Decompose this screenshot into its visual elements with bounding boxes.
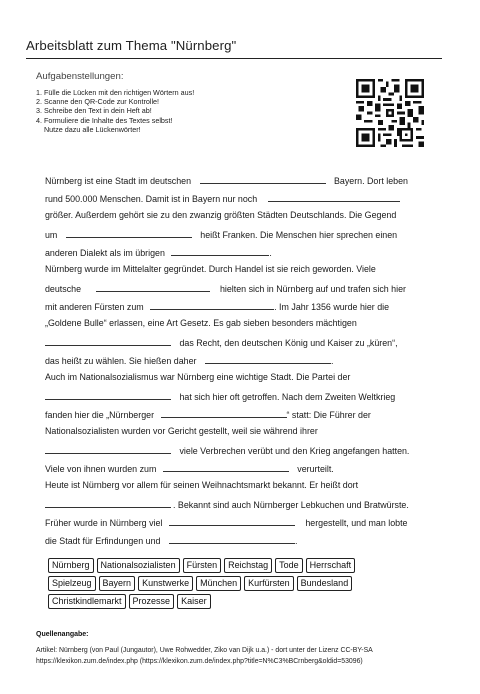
- task-item: 1. Fülle die Lücken mit den richtigen Wörtern aus!: [36, 88, 195, 97]
- text-line: [45, 354, 333, 366]
- gap-field[interactable]: [268, 192, 400, 202]
- gap-field[interactable]: [161, 408, 287, 418]
- text-segment: mit anderen Fürsten zum: [45, 302, 144, 312]
- text-line: [45, 210, 396, 220]
- gap-field[interactable]: [163, 462, 289, 472]
- gap-field[interactable]: [169, 516, 295, 526]
- word-card[interactable]: München: [196, 576, 241, 591]
- text-segment: die Stadt für Erfindungen und: [45, 536, 161, 546]
- title-divider: [26, 58, 442, 59]
- word-bank: [48, 558, 388, 612]
- text-line: [45, 462, 334, 474]
- text-segment: anderen Dialekt als im übrigen: [45, 248, 165, 258]
- text-line: [45, 282, 406, 294]
- gap-field[interactable]: [66, 228, 192, 238]
- text-line: [45, 426, 318, 436]
- text-line: [45, 534, 297, 546]
- text-line: [45, 480, 358, 490]
- gap-field[interactable]: [150, 300, 274, 310]
- text-segment: um: [45, 230, 58, 240]
- gap-field[interactable]: [205, 354, 334, 366]
- text-line: [45, 390, 395, 402]
- text-line: [45, 300, 389, 312]
- word-card[interactable]: Spielzeug: [48, 576, 96, 591]
- text-segment: . Bekannt sind auch Nürnberger Lebkuchen und Bratwürste.: [173, 500, 409, 510]
- word-card[interactable]: Bundesland: [297, 576, 353, 591]
- gap-field[interactable]: [171, 246, 272, 258]
- text-segment: Auch im Nationalsozialismus war Nürnberg eine wichtige Stadt. Die Partei der: [45, 372, 351, 382]
- text-line: [45, 516, 407, 528]
- text-segment: verurteilt.: [297, 464, 334, 474]
- gap-field[interactable]: [96, 282, 210, 292]
- text-segment: rund 500.000 Menschen. Damit ist in Bayern nur noch: [45, 194, 258, 204]
- gap-field[interactable]: [45, 390, 171, 400]
- word-bank-row: [48, 594, 388, 609]
- word-card[interactable]: Kurfürsten: [244, 576, 294, 591]
- text-segment: “ statt: Die Führer der: [286, 410, 371, 420]
- word-card[interactable]: Kaiser: [177, 594, 211, 609]
- text-segment: hergestellt, und man lobte: [305, 518, 408, 528]
- text-line: [45, 444, 409, 456]
- text-segment: .: [330, 356, 334, 366]
- word-card[interactable]: Reichstag: [224, 558, 272, 573]
- word-card[interactable]: Christkindlemarkt: [48, 594, 126, 609]
- task-item: 4. Formuliere die Inhalte des Textes selbst!: [36, 115, 173, 125]
- text-line: [45, 228, 397, 240]
- sources-heading: Quellenangabe:: [36, 631, 89, 638]
- word-card[interactable]: Herrschaft: [306, 558, 356, 573]
- text-segment: .: [294, 536, 298, 546]
- word-card[interactable]: Nürnberg: [48, 558, 94, 573]
- gap-field[interactable]: [45, 444, 171, 454]
- text-segment: heißt Franken. Die Menschen hier sprechen einen: [200, 230, 398, 240]
- tasks-heading: Aufgabenstellungen:: [36, 71, 124, 82]
- task-item: 2. Scanne den QR-Code zur Kontrolle!: [36, 97, 160, 107]
- gap-field[interactable]: [200, 174, 326, 184]
- gap-field[interactable]: [45, 336, 171, 346]
- text-segment: Nürnberg wurde im Mittelalter gegründet. Durch Handel ist sie reich geworden. Viele: [45, 264, 376, 274]
- text-line: [45, 174, 408, 186]
- text-segment: das heißt zu wählen. Sie hießen daher: [45, 356, 197, 366]
- task-item: Nutze dazu alle Lückenwörter!: [36, 124, 141, 134]
- word-card[interactable]: Prozesse: [129, 594, 175, 609]
- text-segment: das Recht, den deutschen König und Kaiser zu „küren“,: [179, 338, 398, 348]
- text-segment: größer. Außerdem gehört sie zu den zwanzig größten Städten Deutschlands. Die Gegend: [45, 210, 397, 220]
- text-line: [45, 192, 400, 204]
- text-segment: hat sich hier oft getroffen. Nach dem Zweiten Weltkrieg: [179, 392, 396, 402]
- text-line: [45, 408, 371, 420]
- sources-text: [36, 645, 373, 667]
- text-segment: Bayern. Dort leben: [333, 176, 408, 186]
- text-segment: .: [269, 248, 272, 258]
- text-segment: Viele von ihnen wurden zum: [45, 464, 157, 474]
- word-card[interactable]: Bayern: [99, 576, 136, 591]
- source-link[interactable]: https://klexikon.zum.de/index.php (https://klexikon.zum.de/index.php?title=N%C3%BCrnberg&oldid=53096): [36, 658, 363, 665]
- source-line: Artikel: Nürnberg (von Paul (Jungautor), Uwe Rohwedder, Ziko van Dijk u.a.) - dort unter der Lizenz CC-BY-SA: [36, 647, 373, 654]
- word-card[interactable]: Tode: [275, 558, 303, 573]
- text-line: [45, 336, 398, 348]
- gap-field[interactable]: [169, 534, 298, 546]
- text-line: [45, 264, 376, 274]
- text-segment: Nationalsozialisten wurden vor Gericht gestellt, weil sie während ihrer: [45, 426, 318, 436]
- text-segment: hielten sich in Nürnberg auf und trafen sich hier: [219, 284, 406, 294]
- text-line: [45, 372, 350, 382]
- word-card[interactable]: Kunstwerke: [138, 576, 193, 591]
- word-card[interactable]: Nationalsozialisten: [97, 558, 180, 573]
- text-segment: deutsche: [45, 284, 82, 294]
- text-line: [45, 498, 409, 510]
- text-segment: viele Verbrechen verübt und den Krieg angefangen hatten.: [179, 446, 410, 456]
- task-list: [36, 88, 194, 134]
- text-line: [45, 318, 357, 328]
- gap-field[interactable]: [45, 498, 171, 508]
- page-title: Arbeitsblatt zum Thema "Nürnberg": [26, 38, 237, 53]
- task-item: 3. Schreibe den Text in dein Heft ab!: [36, 106, 152, 116]
- word-bank-row: [48, 576, 388, 591]
- text-segment: Früher wurde in Nürnberg viel: [45, 518, 163, 528]
- text-segment: . Im Jahr 1356 wurde hier die: [274, 302, 390, 312]
- word-card[interactable]: Fürsten: [183, 558, 222, 573]
- text-segment: Heute ist Nürnberg vor allem für seinen Weihnachtsmarkt bekannt. Er heißt dort: [45, 480, 359, 490]
- text-segment: „Goldene Bulle“ erlassen, eine Art Gesetz. Es gab sieben besonders mächtigen: [45, 318, 357, 328]
- qr-code-icon[interactable]: [356, 79, 424, 147]
- text-segment: Nürnberg ist eine Stadt im deutschen: [45, 176, 192, 186]
- word-bank-row: [48, 558, 388, 573]
- text-segment: fanden hier die „Nürnberger: [45, 410, 155, 420]
- text-line: [45, 246, 272, 258]
